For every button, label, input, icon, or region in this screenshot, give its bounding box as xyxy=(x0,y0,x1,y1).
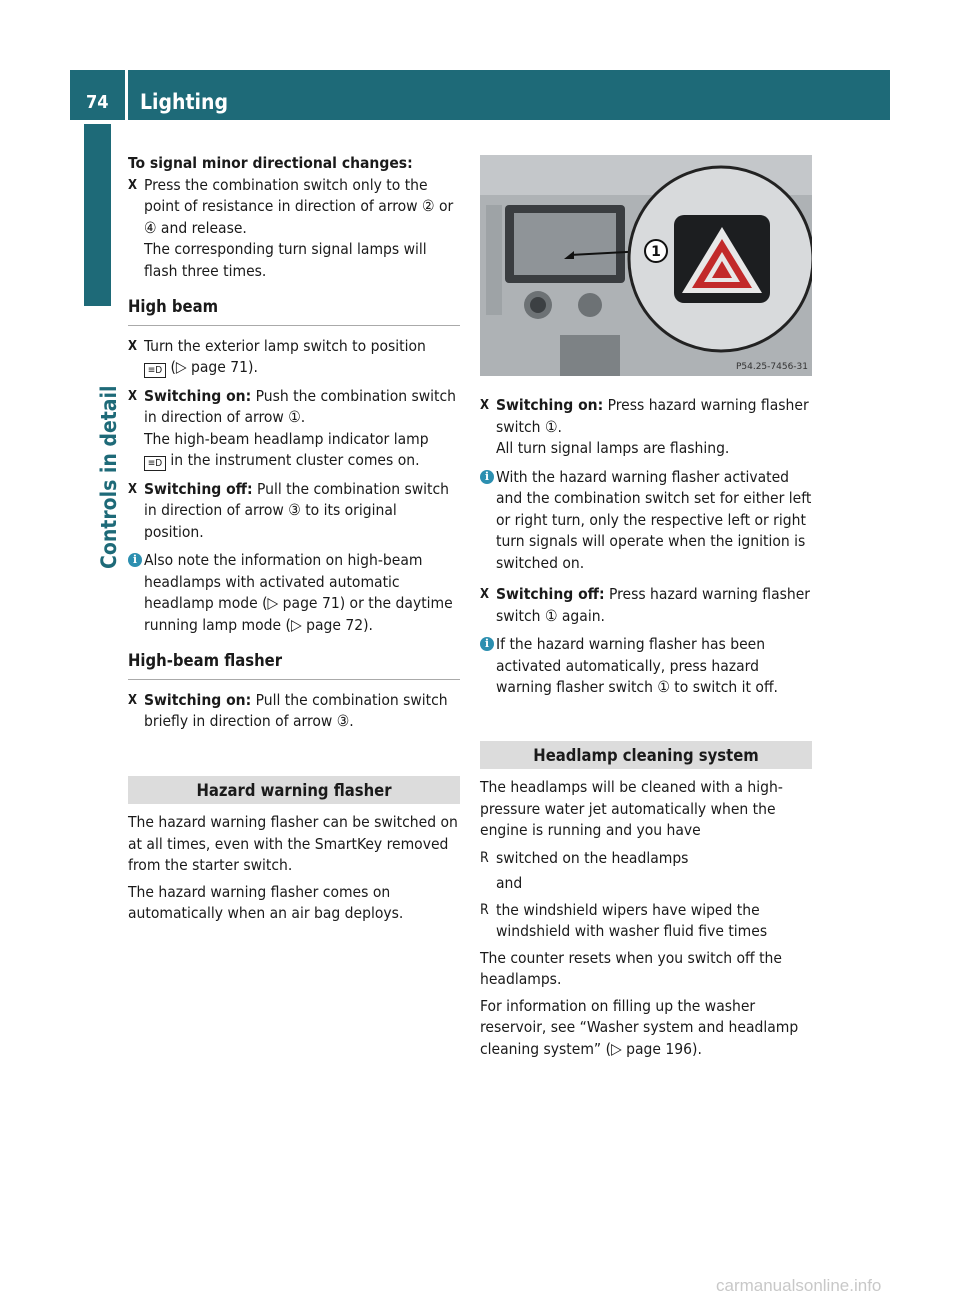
dashboard-illustration xyxy=(480,155,812,376)
bullet-marker: R xyxy=(480,849,489,866)
hb-step-3-lead: Switching off: xyxy=(144,479,253,498)
high-beam-info-text: Also note the information on high-beam headlamps with activated automatic headlamp mode (▷ page 71) or the daytime running lamp mode (▷ page 72). xyxy=(144,551,453,634)
chapter-title: Lighting xyxy=(140,90,228,114)
hb-step-1-ref: (▷ page 71). xyxy=(170,358,258,376)
cleaning-bullet-2 xyxy=(480,900,812,943)
hazard-on-lead: Switching on: xyxy=(496,396,604,414)
cleaning-section-title: Headlamp cleaning system xyxy=(480,741,812,770)
hazard-off-step xyxy=(480,584,812,627)
high-beam-heading: High beam xyxy=(128,296,460,326)
hazard-paragraph-2: The hazard warning flasher comes on automatically when an air bag deploys. xyxy=(128,882,404,922)
flasher-step-lead: Switching on: xyxy=(144,690,252,709)
step-arrow-icon: X xyxy=(128,481,138,497)
hazard-section-title: Hazard warning flasher xyxy=(128,776,460,805)
hazard-info-2 xyxy=(480,634,812,699)
hazard-info-1-text: With the hazard warning flasher activated and the combination switch set for either left or right turn, only the respective left or right turn signals will operate when the ignition is switched on. xyxy=(496,467,812,572)
info-icon: i xyxy=(128,553,142,567)
flasher-step-text: Pull the combination switch briefly in direction of arrow ③. xyxy=(144,690,448,730)
minor-change-note: The corresponding turn signal lamps will flash three times. xyxy=(144,240,427,280)
cleaning-bullet-1-text: switched on the headlamps xyxy=(496,848,689,867)
flasher-heading: High-beam flasher xyxy=(128,650,460,680)
hazard-off-lead: Switching off: xyxy=(496,585,605,603)
hb-step-1-text: Turn the exterior lamp switch to position xyxy=(144,336,426,355)
page-number-box xyxy=(70,70,125,120)
high-beam-indicator-icon: ≡D xyxy=(144,456,166,471)
bullet-marker: R xyxy=(480,901,489,918)
hazard-info-2-text: If the hazard warning flasher has been activated automatically, press hazard warning flasher switch ① to switch it off. xyxy=(496,635,778,696)
minor-change-step xyxy=(128,175,460,283)
high-beam-info xyxy=(128,550,460,636)
sidebar-section-label: Controls in detail xyxy=(97,385,121,569)
cleaning-bullet-2-text: the windshield wipers have wiped the windshield with washer fluid five times xyxy=(496,900,768,940)
step-arrow-icon: X xyxy=(480,398,490,413)
cleaning-bullet-and: and xyxy=(496,874,523,892)
hb-step-2-lead: Switching on: xyxy=(144,386,252,405)
step-arrow-icon: X xyxy=(128,692,138,708)
high-beam-lamp-icon: ≡D xyxy=(144,363,166,378)
step-arrow-icon: X xyxy=(128,338,138,354)
left-column xyxy=(128,153,460,925)
chapter-header xyxy=(128,70,890,120)
hazard-info-1 xyxy=(480,467,812,575)
page-number: 74 xyxy=(86,92,109,113)
hb-step-3-text: Pull the combination switch in direction of arrow ③ to its original position. xyxy=(144,479,450,541)
hb-step-2-text: Push the combination switch in direction of arrow ①. xyxy=(144,386,457,426)
sidebar-tab-block xyxy=(84,124,111,306)
hazard-paragraph-1: The hazard warning flasher can be switched on at all times, even with the SmartKey removed from the starter switch. xyxy=(128,813,458,874)
step-arrow-icon: X xyxy=(128,388,138,404)
info-icon: i xyxy=(480,470,494,484)
step-arrow-icon: X xyxy=(128,177,138,193)
cleaning-paragraph-1: The headlamps will be cleaned with a high-pressure water jet automatically when the engine is running and you have xyxy=(480,778,783,839)
hazard-off-text: Press hazard warning flasher switch ① again. xyxy=(496,585,811,625)
high-beam-step-2 xyxy=(128,386,460,472)
minor-change-text: Press the combination switch only to the point of resistance in direction of arrow ② or ④ and release. xyxy=(144,175,454,237)
flasher-step xyxy=(128,690,460,733)
photo-callout-label: 1 xyxy=(651,244,661,260)
high-beam-step-1 xyxy=(128,336,460,379)
sidebar xyxy=(70,124,125,1300)
high-beam-step-3 xyxy=(128,479,460,544)
minor-changes-heading: To signal minor directional changes: xyxy=(128,154,413,172)
hb-step-2-note-2: in the instrument cluster comes on. xyxy=(166,451,420,469)
hazard-switch-photo xyxy=(480,155,812,376)
cleaning-paragraph-3: For information on filling up the washer reservoir, see “Washer system and headlamp cleaning system” (▷ page 196). xyxy=(480,996,799,1058)
hazard-on-note: All turn signal lamps are flashing. xyxy=(496,439,730,457)
info-icon: i xyxy=(480,637,494,651)
step-arrow-icon: X xyxy=(480,587,490,602)
hazard-on-step xyxy=(480,395,812,460)
right-column xyxy=(480,395,812,1060)
watermark: carmanualsonline.info xyxy=(716,1276,882,1295)
hb-step-2-note-1: The high-beam headlamp indicator lamp xyxy=(144,429,429,448)
cleaning-paragraph-2: The counter resets when you switch off the headlamps. xyxy=(480,948,782,988)
hazard-on-text: Press hazard warning flasher switch ①. xyxy=(496,396,809,436)
photo-code: P54.25-7456-31 xyxy=(735,362,808,372)
cleaning-bullet-1 xyxy=(480,848,812,895)
